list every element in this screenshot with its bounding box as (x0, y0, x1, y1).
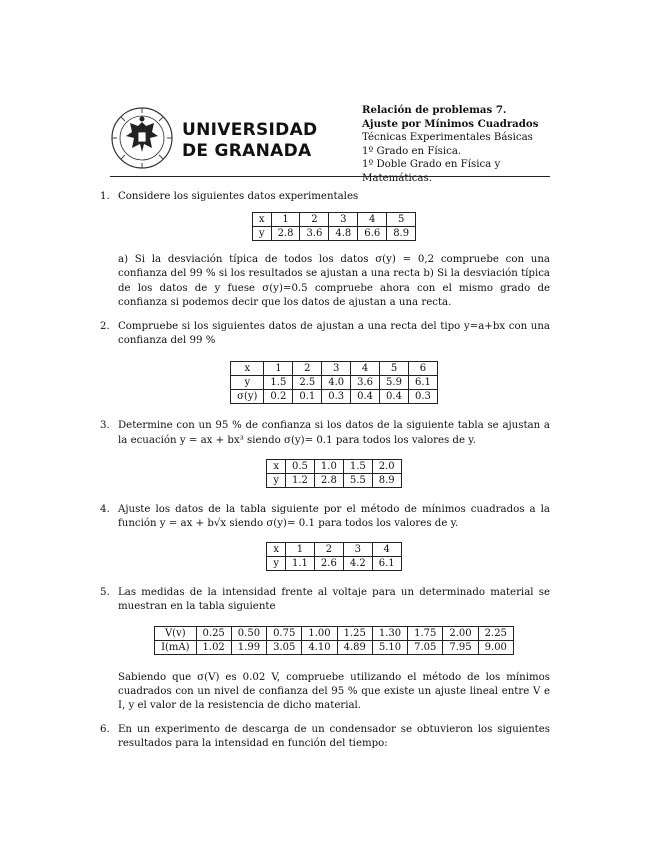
table-cell: 0.25 (196, 626, 231, 640)
table-row (231, 390, 438, 404)
table-cell: 1 (271, 213, 300, 227)
university-line-1: UNIVERSIDAD (182, 120, 318, 140)
problem-number: 4. (100, 503, 110, 515)
table-cell: 2.00 (443, 626, 478, 640)
degree-1: 1º Grado en Física. (362, 145, 462, 157)
table-cell: 4.10 (302, 640, 337, 654)
table-cell: 1.2 (286, 473, 315, 487)
table-cell: 6 (408, 362, 437, 376)
table-row (267, 473, 401, 487)
problem-1 (100, 190, 550, 310)
table-cell: 1.5 (264, 376, 293, 390)
table-cell: 1 (286, 543, 315, 557)
problem-intro: Determine con un 95 % de confianza si los datos de la siguiente tabla se ajustan a la ecuación y = ax + bx³ siendo σ(y)= 0.1 para todos los valores de y. (118, 420, 550, 446)
problem-number: 6. (100, 724, 110, 736)
table-cell: 4.8 (329, 227, 358, 241)
table-cell: 1.1 (286, 557, 315, 571)
course-name: Técnicas Experimentales Básicas (362, 132, 533, 144)
row-header-cell: I(mA) (155, 640, 196, 654)
university-line-2: DE GRANADA (182, 141, 312, 161)
problem-4 (100, 503, 550, 571)
table-row (252, 213, 415, 227)
header (110, 100, 550, 184)
table-row (267, 459, 401, 473)
table-cell: 1.0 (314, 459, 343, 473)
degree-2: 1º Doble Grado en Física y Matemáticas. (362, 159, 501, 184)
header-info (362, 104, 562, 186)
table-cell: 1.99 (231, 640, 266, 654)
table-cell: 1 (264, 362, 293, 376)
table-row (155, 626, 514, 640)
table-cell: 1.02 (196, 640, 231, 654)
table-cell: 2.8 (314, 473, 343, 487)
problem-intro: Las medidas de la intensidad frente al voltaje para un determinado material se muestran en la tabla siguiente (118, 587, 550, 613)
row-header-cell: V(v) (155, 626, 196, 640)
table-cell: 7.95 (443, 640, 478, 654)
university-name (182, 120, 317, 162)
problem-intro: Considere los siguientes datos experimentales (118, 191, 359, 202)
table-cell: 2.25 (478, 626, 513, 640)
row-header-cell: x (267, 543, 286, 557)
table-cell: 2 (293, 362, 322, 376)
row-header-cell: x (267, 459, 286, 473)
problem-5 (100, 586, 550, 713)
header-rule (110, 176, 550, 177)
problem-intro: Compruebe si los siguientes datos de ajustan a una recta del tipo y=a+bx con una confianza del 99 % (118, 321, 550, 347)
problem-2 (100, 320, 550, 404)
table-row (231, 376, 438, 390)
data-table (266, 459, 401, 488)
university-seal-icon (110, 106, 174, 170)
table-cell: 3.05 (267, 640, 302, 654)
problem-3 (100, 419, 550, 487)
table-cell: 1.25 (337, 626, 372, 640)
table-cell: 5.9 (380, 376, 409, 390)
table-cell: 8.9 (387, 227, 416, 241)
table-cell: 5.10 (372, 640, 407, 654)
table-cell: 0.4 (380, 390, 409, 404)
table-cell: 9.00 (478, 640, 513, 654)
row-header-cell: y (252, 227, 271, 241)
problem-number: 1. (100, 191, 110, 202)
table-row (267, 543, 401, 557)
problem-intro: En un experimento de descarga de un condensador se obtuvieron los siguientes resultados para la intensidad en función del tiempo: (118, 724, 550, 750)
problem-number: 2. (100, 321, 110, 333)
table-cell: 7.05 (408, 640, 443, 654)
table-row (231, 362, 438, 376)
row-header-cell: y (231, 376, 264, 390)
data-table (266, 542, 401, 571)
table-cell: 2.6 (314, 557, 343, 571)
table-cell: 8.9 (372, 473, 401, 487)
problem-number: 3. (100, 420, 110, 432)
row-header-cell: x (252, 213, 271, 227)
table-cell: 2 (300, 213, 329, 227)
problem-text: a) Si la desviación típica de todos los datos σ(y) = 0,2 compruebe con una confianza del 99 % si los resultados se ajustan a una recta b) Si la desviación típica de los datos de y fuese σ(y)=0.5 compruebe ahora con el mismo grado de confianza si podemos decir que los datos de ajustan a una recta. (118, 254, 550, 308)
problem-6 (100, 723, 550, 751)
table-cell: 3.6 (351, 376, 380, 390)
table-cell: 5.5 (343, 473, 372, 487)
table-row (155, 640, 514, 654)
table-row (252, 227, 415, 241)
table-cell: 0.1 (293, 390, 322, 404)
sheet-title: Relación de problemas 7. (362, 104, 507, 116)
table-cell: 0.5 (286, 459, 315, 473)
row-header-cell: x (231, 362, 264, 376)
table-cell: 2.5 (293, 376, 322, 390)
row-header-cell: σ(y) (231, 390, 264, 404)
data-table (230, 361, 438, 404)
table-row (267, 557, 401, 571)
table-cell: 6.1 (408, 376, 437, 390)
table-cell: 1.5 (343, 459, 372, 473)
table-cell: 6.1 (372, 557, 401, 571)
table-cell: 6.6 (358, 227, 387, 241)
problem-intro: Ajuste los datos de la tabla siguiente por el método de mínimos cuadrados a la función y = ax + b√x siendo σ(y)= 0.1 para todos los valores de y. (118, 503, 550, 530)
table-cell: 4 (358, 213, 387, 227)
table-cell: 4 (372, 543, 401, 557)
table-cell: 0.3 (408, 390, 437, 404)
table-cell: 2 (314, 543, 343, 557)
table-cell: 3 (329, 213, 358, 227)
table-cell: 2.0 (372, 459, 401, 473)
table-cell: 0.3 (322, 390, 351, 404)
table-cell: 5 (380, 362, 409, 376)
table-cell: 0.2 (264, 390, 293, 404)
data-table (154, 626, 514, 655)
table-cell: 1.00 (302, 626, 337, 640)
table-cell: 4.0 (322, 376, 351, 390)
table-cell: 4 (351, 362, 380, 376)
table-cell: 4.2 (343, 557, 372, 571)
table-cell: 0.4 (351, 390, 380, 404)
problem-text: Sabiendo que σ(V) es 0.02 V, compruebe utilizando el método de los mínimos cuadrados con un nivel de confianza del 95 % que existe un ajuste lineal entre V e I, y el valor de la resistencia de dicho material. (118, 671, 550, 712)
data-table (252, 212, 416, 241)
sheet-subtitle: Ajuste por Mínimos Cuadrados (362, 117, 539, 130)
table-cell: 3 (343, 543, 372, 557)
table-cell: 5 (387, 213, 416, 227)
table-cell: 1.30 (372, 626, 407, 640)
table-cell: 2.8 (271, 227, 300, 241)
row-header-cell: y (267, 473, 286, 487)
table-cell: 0.75 (267, 626, 302, 640)
table-cell: 4.89 (337, 640, 372, 654)
table-cell: 1.75 (408, 626, 443, 640)
table-cell: 0.50 (231, 626, 266, 640)
problem-list (100, 188, 550, 752)
problem-number: 5. (100, 587, 110, 599)
table-cell: 3.6 (300, 227, 329, 241)
table-cell: 3 (322, 362, 351, 376)
row-header-cell: y (267, 557, 286, 571)
